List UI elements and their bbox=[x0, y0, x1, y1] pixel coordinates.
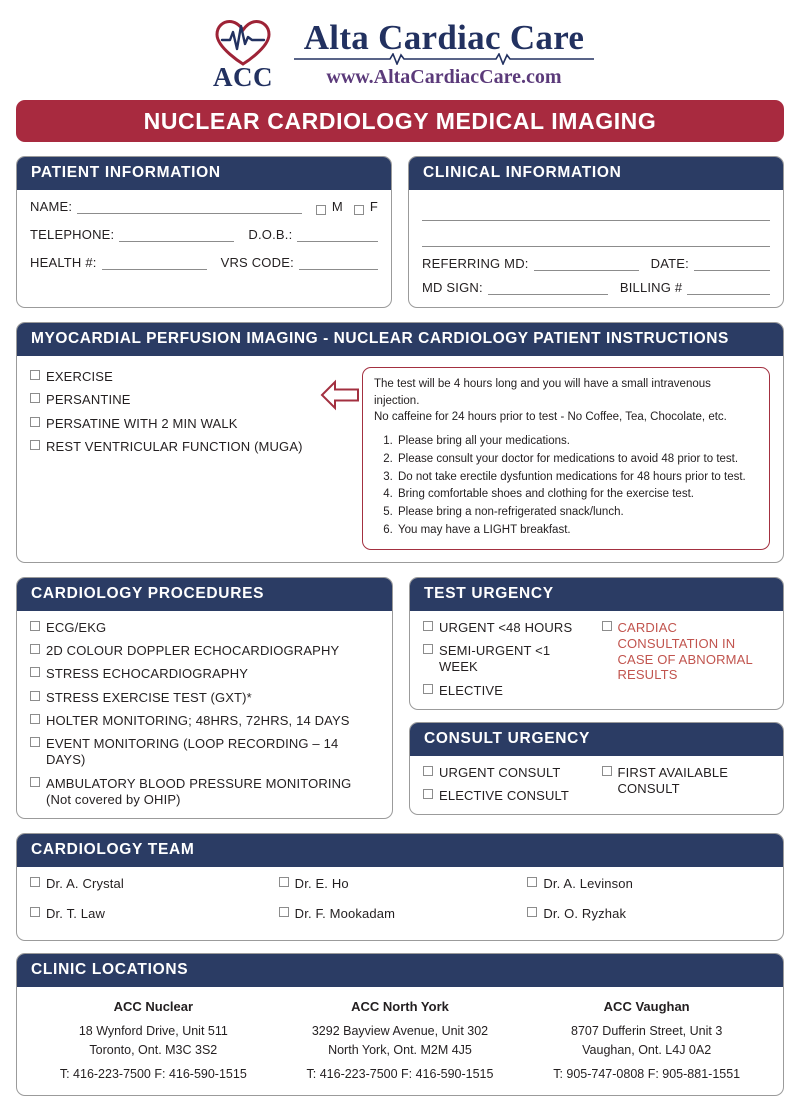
instruction-item: 6. You may have a LIGHT breakfast. bbox=[396, 522, 758, 540]
health-number-label: HEALTH #: bbox=[30, 255, 97, 270]
procedure-ambulatory-bp-monitoring[interactable] bbox=[30, 776, 379, 809]
logo-wordmark bbox=[294, 17, 594, 89]
consult-urgent[interactable] bbox=[423, 765, 592, 781]
page-title-banner bbox=[16, 100, 784, 142]
patient-information-panel bbox=[16, 156, 392, 308]
left-arrow-icon bbox=[320, 379, 360, 411]
clinic-phone-fax: T: 416-223-7500 F: 416-590-1515 bbox=[59, 1066, 247, 1081]
procedure-sublabel: (Not covered by OHIP) bbox=[46, 791, 181, 807]
cardiac-consultation-option-wrap bbox=[602, 620, 771, 699]
cardiology-procedures-panel bbox=[16, 577, 393, 819]
checkbox-dr-crystal[interactable] bbox=[30, 877, 40, 887]
logo-mark bbox=[206, 18, 280, 91]
patient-information-heading: PATIENT INFORMATION bbox=[17, 157, 391, 190]
mpi-arrow-wrap bbox=[320, 367, 362, 550]
clinic-address-line-1: 18 Wynford Drive, Unit 511 bbox=[78, 1024, 228, 1039]
instruction-item: 1. Please bring all your medications. bbox=[396, 433, 758, 451]
test-urgency-body bbox=[410, 611, 783, 709]
vrs-code-label: VRS CODE: bbox=[220, 255, 294, 270]
procedure-label: ECG/EKG bbox=[46, 619, 107, 635]
consult-urgency-label: FIRST AVAILABLE CONSULT bbox=[617, 764, 729, 797]
name-label: NAME: bbox=[30, 199, 73, 214]
mpi-options-list bbox=[30, 367, 320, 550]
clinic-phone-fax: T: 416-223-7500 F: 416-590-1515 bbox=[306, 1066, 494, 1081]
team-member-law[interactable] bbox=[30, 906, 273, 922]
cardiology-team-body bbox=[17, 867, 783, 940]
procedure-label: 2D COLOUR DOPPLER ECHOCARDIOGRAPHY bbox=[46, 643, 340, 659]
procedure-event-monitoring[interactable] bbox=[30, 736, 379, 769]
logo-ecg-rule-icon bbox=[294, 53, 594, 65]
mpi-option-label: PERSATINE WITH 2 MIN WALK bbox=[46, 415, 238, 431]
checkbox-dr-law[interactable] bbox=[30, 907, 40, 917]
test-urgency-label: SEMI-URGENT <1 WEEK bbox=[439, 643, 551, 675]
test-urgency-heading: TEST URGENCY bbox=[410, 578, 783, 611]
team-member-label: Dr. A. Levinson bbox=[543, 876, 634, 892]
mpi-option-label: PERSANTINE bbox=[46, 392, 131, 408]
checkbox-urgent-consult[interactable] bbox=[423, 766, 433, 776]
health-vrs-field-row bbox=[30, 255, 378, 270]
clinic-address-line-2: Toronto, Ont. M3C 3S2 bbox=[89, 1042, 218, 1057]
clinic-locations-body bbox=[17, 987, 783, 1095]
checkbox-female[interactable] bbox=[354, 205, 364, 215]
team-member-ryzhak[interactable] bbox=[527, 906, 770, 929]
md-sign-input[interactable] bbox=[488, 282, 608, 295]
mpi-panel bbox=[16, 322, 784, 563]
checkbox-urgent-48-hours[interactable] bbox=[423, 621, 433, 631]
checkbox-first-available-consult[interactable] bbox=[602, 766, 612, 776]
clinic-address-line-1: 8707 Dufferin Street, Unit 3 bbox=[571, 1024, 723, 1039]
test-urgency-semi-urgent[interactable] bbox=[423, 643, 592, 676]
md-sign-billing-row bbox=[422, 280, 770, 295]
mpi-option-label: REST VENTRICULAR FUNCTION (MUGA) bbox=[46, 438, 303, 454]
cardiology-procedures-heading: CARDIOLOGY PROCEDURES bbox=[17, 578, 392, 611]
instruction-item: 5. Please bring a non-refrigerated snack/lunch. bbox=[396, 504, 758, 522]
clinic-name: ACC North York bbox=[351, 998, 449, 1014]
telephone-input[interactable] bbox=[119, 229, 234, 242]
checkbox-stress-exercise-test[interactable] bbox=[30, 691, 40, 701]
checkbox-dr-mookadam[interactable] bbox=[279, 907, 289, 917]
consult-elective[interactable] bbox=[423, 788, 592, 804]
clinical-note-line-2[interactable] bbox=[422, 225, 770, 247]
mpi-instructions-box bbox=[362, 367, 770, 550]
date-input[interactable] bbox=[694, 258, 770, 271]
vrs-code-input[interactable] bbox=[299, 257, 378, 270]
checkbox-holter-monitoring[interactable] bbox=[30, 714, 40, 724]
clinic-name: ACC Vaughan bbox=[603, 998, 690, 1014]
team-member-ho[interactable] bbox=[279, 876, 522, 892]
clinic-locations-panel bbox=[16, 953, 784, 1096]
logo-acronym: ACC bbox=[213, 61, 273, 92]
cardiac-consultation-option[interactable] bbox=[602, 620, 771, 683]
mpi-instruction-lead-1: The test will be 4 hours long and you will have a small intravenous injection. bbox=[374, 378, 711, 407]
checkbox-ecg-ekg[interactable] bbox=[30, 621, 40, 631]
cardiology-procedures-body bbox=[17, 611, 392, 818]
consult-urgency-panel bbox=[409, 722, 784, 816]
consult-urgency-right-options bbox=[602, 765, 771, 805]
mpi-body bbox=[17, 356, 783, 562]
cardiac-consultation-label: CARDIAC CONSULTATION IN CASE OF ABNORMAL RESULTS bbox=[617, 619, 753, 683]
team-member-label: Dr. E. Ho bbox=[294, 876, 349, 892]
clinic-phone-fax: T: 905-747-0808 F: 905-881-1551 bbox=[553, 1066, 741, 1081]
clinic-location-vaughan bbox=[523, 998, 770, 1083]
heart-ecg-icon bbox=[212, 18, 274, 68]
procedure-2d-doppler-echo[interactable] bbox=[30, 643, 379, 659]
mpi-option-persatine-walk[interactable] bbox=[30, 416, 320, 432]
team-member-crystal[interactable] bbox=[30, 876, 273, 892]
telephone-label: TELEPHONE: bbox=[30, 227, 115, 242]
checkbox-persantine[interactable] bbox=[30, 393, 40, 403]
procedure-label: STRESS ECHOCARDIOGRAPHY bbox=[46, 666, 249, 682]
clinic-locations-grid bbox=[30, 998, 770, 1083]
checkbox-elective-consult[interactable] bbox=[423, 789, 433, 799]
team-member-label: Dr. T. Law bbox=[46, 906, 106, 922]
date-label: DATE: bbox=[650, 256, 689, 271]
clinic-location-north-york bbox=[277, 998, 524, 1083]
cardiology-team-grid bbox=[30, 876, 770, 930]
consult-urgency-heading: CONSULT URGENCY bbox=[410, 723, 783, 756]
billing-number-input[interactable] bbox=[687, 282, 770, 295]
procedure-label: AMBULATORY BLOOD PRESSURE MONITORING bbox=[46, 775, 352, 791]
test-urgency-urgent[interactable] bbox=[423, 620, 592, 636]
patient-information-body bbox=[17, 190, 391, 282]
clinical-information-body bbox=[409, 190, 783, 307]
mpi-option-exercise[interactable] bbox=[30, 369, 320, 385]
clinical-information-panel bbox=[408, 156, 784, 308]
urgency-column bbox=[409, 577, 784, 819]
telephone-dob-field-row bbox=[30, 227, 378, 242]
consult-urgency-label: ELECTIVE CONSULT bbox=[439, 788, 570, 804]
male-label: M bbox=[331, 199, 343, 214]
test-urgency-elective[interactable] bbox=[423, 683, 592, 699]
cardiology-team-heading: CARDIOLOGY TEAM bbox=[17, 834, 783, 867]
clinic-logo bbox=[16, 0, 784, 100]
clinic-address-line-2: Vaughan, Ont. L4J 0A2 bbox=[582, 1042, 712, 1057]
procedure-label: STRESS EXERCISE TEST (GXT)* bbox=[46, 689, 252, 705]
checkbox-semi-urgent-1-week[interactable] bbox=[423, 644, 433, 654]
instruction-item: 2. Please consult your doctor for medications to avoid 48 prior to test. bbox=[396, 451, 758, 469]
checkbox-exercise[interactable] bbox=[30, 370, 40, 380]
consult-urgency-label: URGENT CONSULT bbox=[439, 764, 561, 780]
checkbox-2d-doppler-echo[interactable] bbox=[30, 644, 40, 654]
dob-input[interactable] bbox=[297, 229, 378, 242]
checkbox-persatine-walk[interactable] bbox=[30, 417, 40, 427]
mpi-option-persantine[interactable] bbox=[30, 392, 320, 408]
test-urgency-panel bbox=[409, 577, 784, 710]
clinic-location-nuclear bbox=[30, 998, 277, 1083]
clinic-address-line-2: North York, Ont. M2M 4J5 bbox=[328, 1042, 472, 1057]
mpi-instruction-lead-2: No caffeine for 24 hours prior to test - No Coffee, Tea, Chocolate, etc. bbox=[374, 411, 727, 424]
female-label: F bbox=[369, 199, 378, 214]
health-number-input[interactable] bbox=[102, 257, 207, 270]
clinic-locations-heading: CLINIC LOCATIONS bbox=[17, 954, 783, 987]
team-member-label: Dr. O. Ryzhak bbox=[543, 906, 627, 922]
md-sign-label: MD SIGN: bbox=[422, 280, 483, 295]
checkbox-dr-ho[interactable] bbox=[279, 877, 289, 887]
mpi-heading: MYOCARDIAL PERFUSION IMAGING - NUCLEAR CARDIOLOGY PATIENT INSTRUCTIONS bbox=[17, 323, 783, 356]
consult-first-available[interactable] bbox=[602, 765, 771, 798]
procedure-holter-monitoring[interactable] bbox=[30, 713, 379, 729]
mpi-instruction-list bbox=[374, 433, 758, 540]
mpi-option-muga[interactable] bbox=[30, 439, 320, 455]
test-urgency-options bbox=[423, 620, 592, 699]
team-member-label: Dr. A. Crystal bbox=[46, 876, 124, 892]
test-urgency-label: URGENT <48 HOURS bbox=[439, 619, 573, 635]
consult-urgency-body bbox=[410, 756, 783, 815]
name-input[interactable] bbox=[77, 201, 302, 214]
billing-number-label: BILLING # bbox=[619, 280, 683, 295]
test-urgency-label: ELECTIVE bbox=[439, 682, 504, 698]
checkbox-dr-ryzhak[interactable] bbox=[527, 907, 537, 917]
checkbox-elective[interactable] bbox=[423, 684, 433, 694]
checkbox-ambulatory-bp-monitoring[interactable] bbox=[30, 777, 40, 787]
checkbox-muga[interactable] bbox=[30, 440, 40, 450]
checkbox-stress-echo[interactable] bbox=[30, 667, 40, 677]
name-field-row bbox=[30, 199, 378, 214]
referring-md-input[interactable] bbox=[534, 258, 639, 271]
consult-urgency-left-options bbox=[423, 765, 592, 805]
checkbox-dr-levinson[interactable] bbox=[527, 877, 537, 887]
clinic-address-line-1: 3292 Bayview Avenue, Unit 302 bbox=[311, 1024, 489, 1039]
checkbox-cardiac-consultation[interactable] bbox=[602, 621, 612, 631]
procedure-label: EVENT MONITORING (LOOP RECORDING – 14 DAYS) bbox=[46, 736, 339, 768]
clinic-name: ACC Nuclear bbox=[113, 998, 194, 1014]
checkbox-event-monitoring[interactable] bbox=[30, 737, 40, 747]
mpi-option-label: EXERCISE bbox=[46, 369, 113, 384]
procedure-label: HOLTER MONITORING; 48HRS, 72HRS, 14 DAYS bbox=[46, 712, 350, 728]
team-member-mookadam[interactable] bbox=[279, 906, 522, 922]
procedure-ecg-ekg[interactable] bbox=[30, 620, 379, 636]
page-title: NUCLEAR CARDIOLOGY MEDICAL IMAGING bbox=[143, 107, 657, 134]
team-member-label: Dr. F. Mookadam bbox=[294, 906, 396, 922]
dob-label: D.O.B.: bbox=[248, 227, 293, 242]
procedure-stress-exercise-test[interactable] bbox=[30, 690, 379, 706]
clinical-information-heading: CLINICAL INFORMATION bbox=[409, 157, 783, 190]
checkbox-male[interactable] bbox=[316, 205, 326, 215]
cardiology-team-panel bbox=[16, 833, 784, 941]
instruction-item: 4. Bring comfortable shoes and clothing for the exercise test. bbox=[396, 486, 758, 504]
logo-title: Alta Cardiac Care bbox=[303, 17, 585, 57]
team-member-levinson[interactable] bbox=[527, 876, 770, 892]
logo-website-url[interactable]: www.AltaCardiacCare.com bbox=[326, 66, 562, 89]
referring-md-label: REFERRING MD: bbox=[422, 256, 529, 271]
procedures-urgency-row bbox=[16, 577, 784, 819]
clinical-note-line-1[interactable] bbox=[422, 199, 770, 221]
referring-md-date-row bbox=[422, 256, 770, 271]
info-row bbox=[16, 156, 784, 308]
procedure-stress-echo[interactable] bbox=[30, 666, 379, 682]
instruction-item: 3. Do not take erectile dysfuntion medications for 48 hours prior to test. bbox=[396, 469, 758, 487]
